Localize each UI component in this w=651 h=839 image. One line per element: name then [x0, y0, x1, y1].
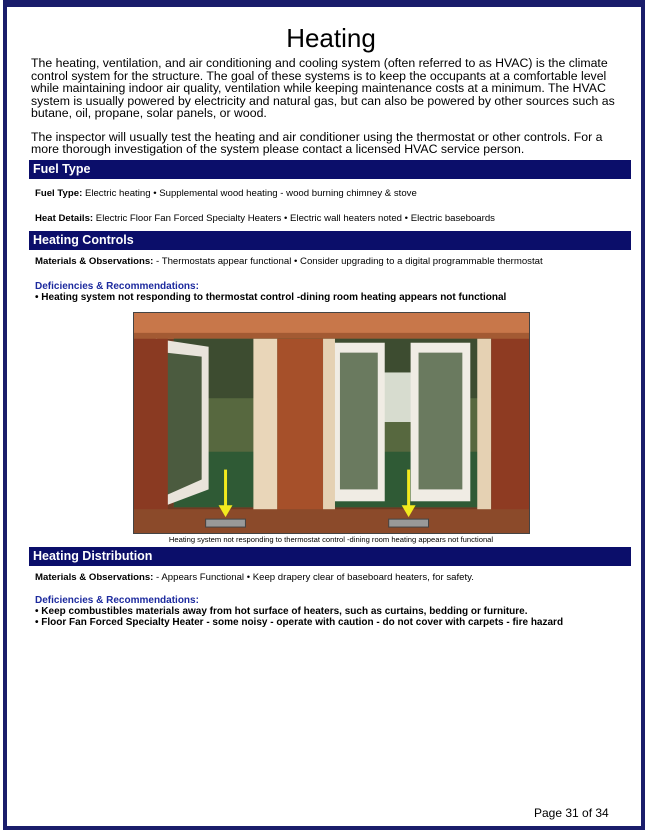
- fuel-type-value: Electric heating • Supplemental wood heating - wood burning chimney & stove: [84, 187, 417, 199]
- heat-details-field: [31, 213, 631, 224]
- intro-paragraph-1: The heating, ventilation, and air conditioning and cooling system (often referred to as HVAC) is the climate control system for the structure. The goal of these systems is to keep the occupants at a comfortable level while maintaining indoor air quality, ventilation while keeping maintenance costs at a minimum. The HVAC system is usually powered by electricity and natural gas, but can also be powered by other sources such as butane, oil, propane, solar panels, or wood.: [31, 56, 615, 120]
- distribution-deficiencies-heading: Deficiencies & Recommendations:: [35, 594, 199, 606]
- distribution-observations-label: Materials & Observations:: [35, 571, 154, 583]
- controls-deficiency-item: • Heating system not responding to thermostat control -dining room heating appears not functional: [35, 291, 507, 303]
- distribution-observations-value: - Appears Functional • Keep drapery clear of baseboard heaters, for safety.: [156, 571, 474, 583]
- distribution-deficiency-item: • Keep combustibles materials away from hot surface of heaters, such as curtains, bedding or furniture.: [35, 605, 528, 617]
- page-content: [31, 22, 631, 628]
- controls-observations: [31, 256, 631, 267]
- photo-caption: Heating system not responding to thermostat control -dining room heating appears not functional: [168, 534, 494, 544]
- page-title: Heating: [286, 23, 376, 53]
- heat-details-label: Heat Details:: [35, 212, 94, 224]
- photo-figure: [133, 312, 530, 545]
- fuel-type-field: [31, 188, 631, 199]
- dining-room-photo: [133, 312, 530, 534]
- controls-observations-value: - Thermostats appear functional • Consider upgrading to a digital programmable thermostat: [156, 255, 543, 267]
- intro-paragraph-2: The inspector will usually test the heating and air conditioner using the thermostat or other controls. For a more thorough investigation of the system please contact a licensed HVAC service person.: [31, 129, 603, 156]
- page-number: Page 31 of 34: [534, 806, 609, 820]
- controls-deficiencies-heading: Deficiencies & Recommendations:: [35, 280, 199, 292]
- intro-text: [31, 57, 631, 156]
- controls-observations-label: Materials & Observations:: [35, 255, 154, 267]
- section-header-heating-distribution: Heating Distribution: [29, 547, 631, 566]
- distribution-observations: [31, 572, 631, 583]
- section-header-fuel-type: Fuel Type: [29, 160, 631, 179]
- section-header-heating-controls: Heating Controls: [29, 231, 631, 250]
- heat-details-value: Electric Floor Fan Forced Specialty Heaters • Electric wall heaters noted • Electric baseboards: [95, 212, 495, 224]
- fuel-type-label: Fuel Type:: [35, 187, 83, 199]
- distribution-deficiency-item: • Floor Fan Forced Specialty Heater - some noisy - operate with caution - do not cover with carpets - fire hazard: [35, 616, 564, 628]
